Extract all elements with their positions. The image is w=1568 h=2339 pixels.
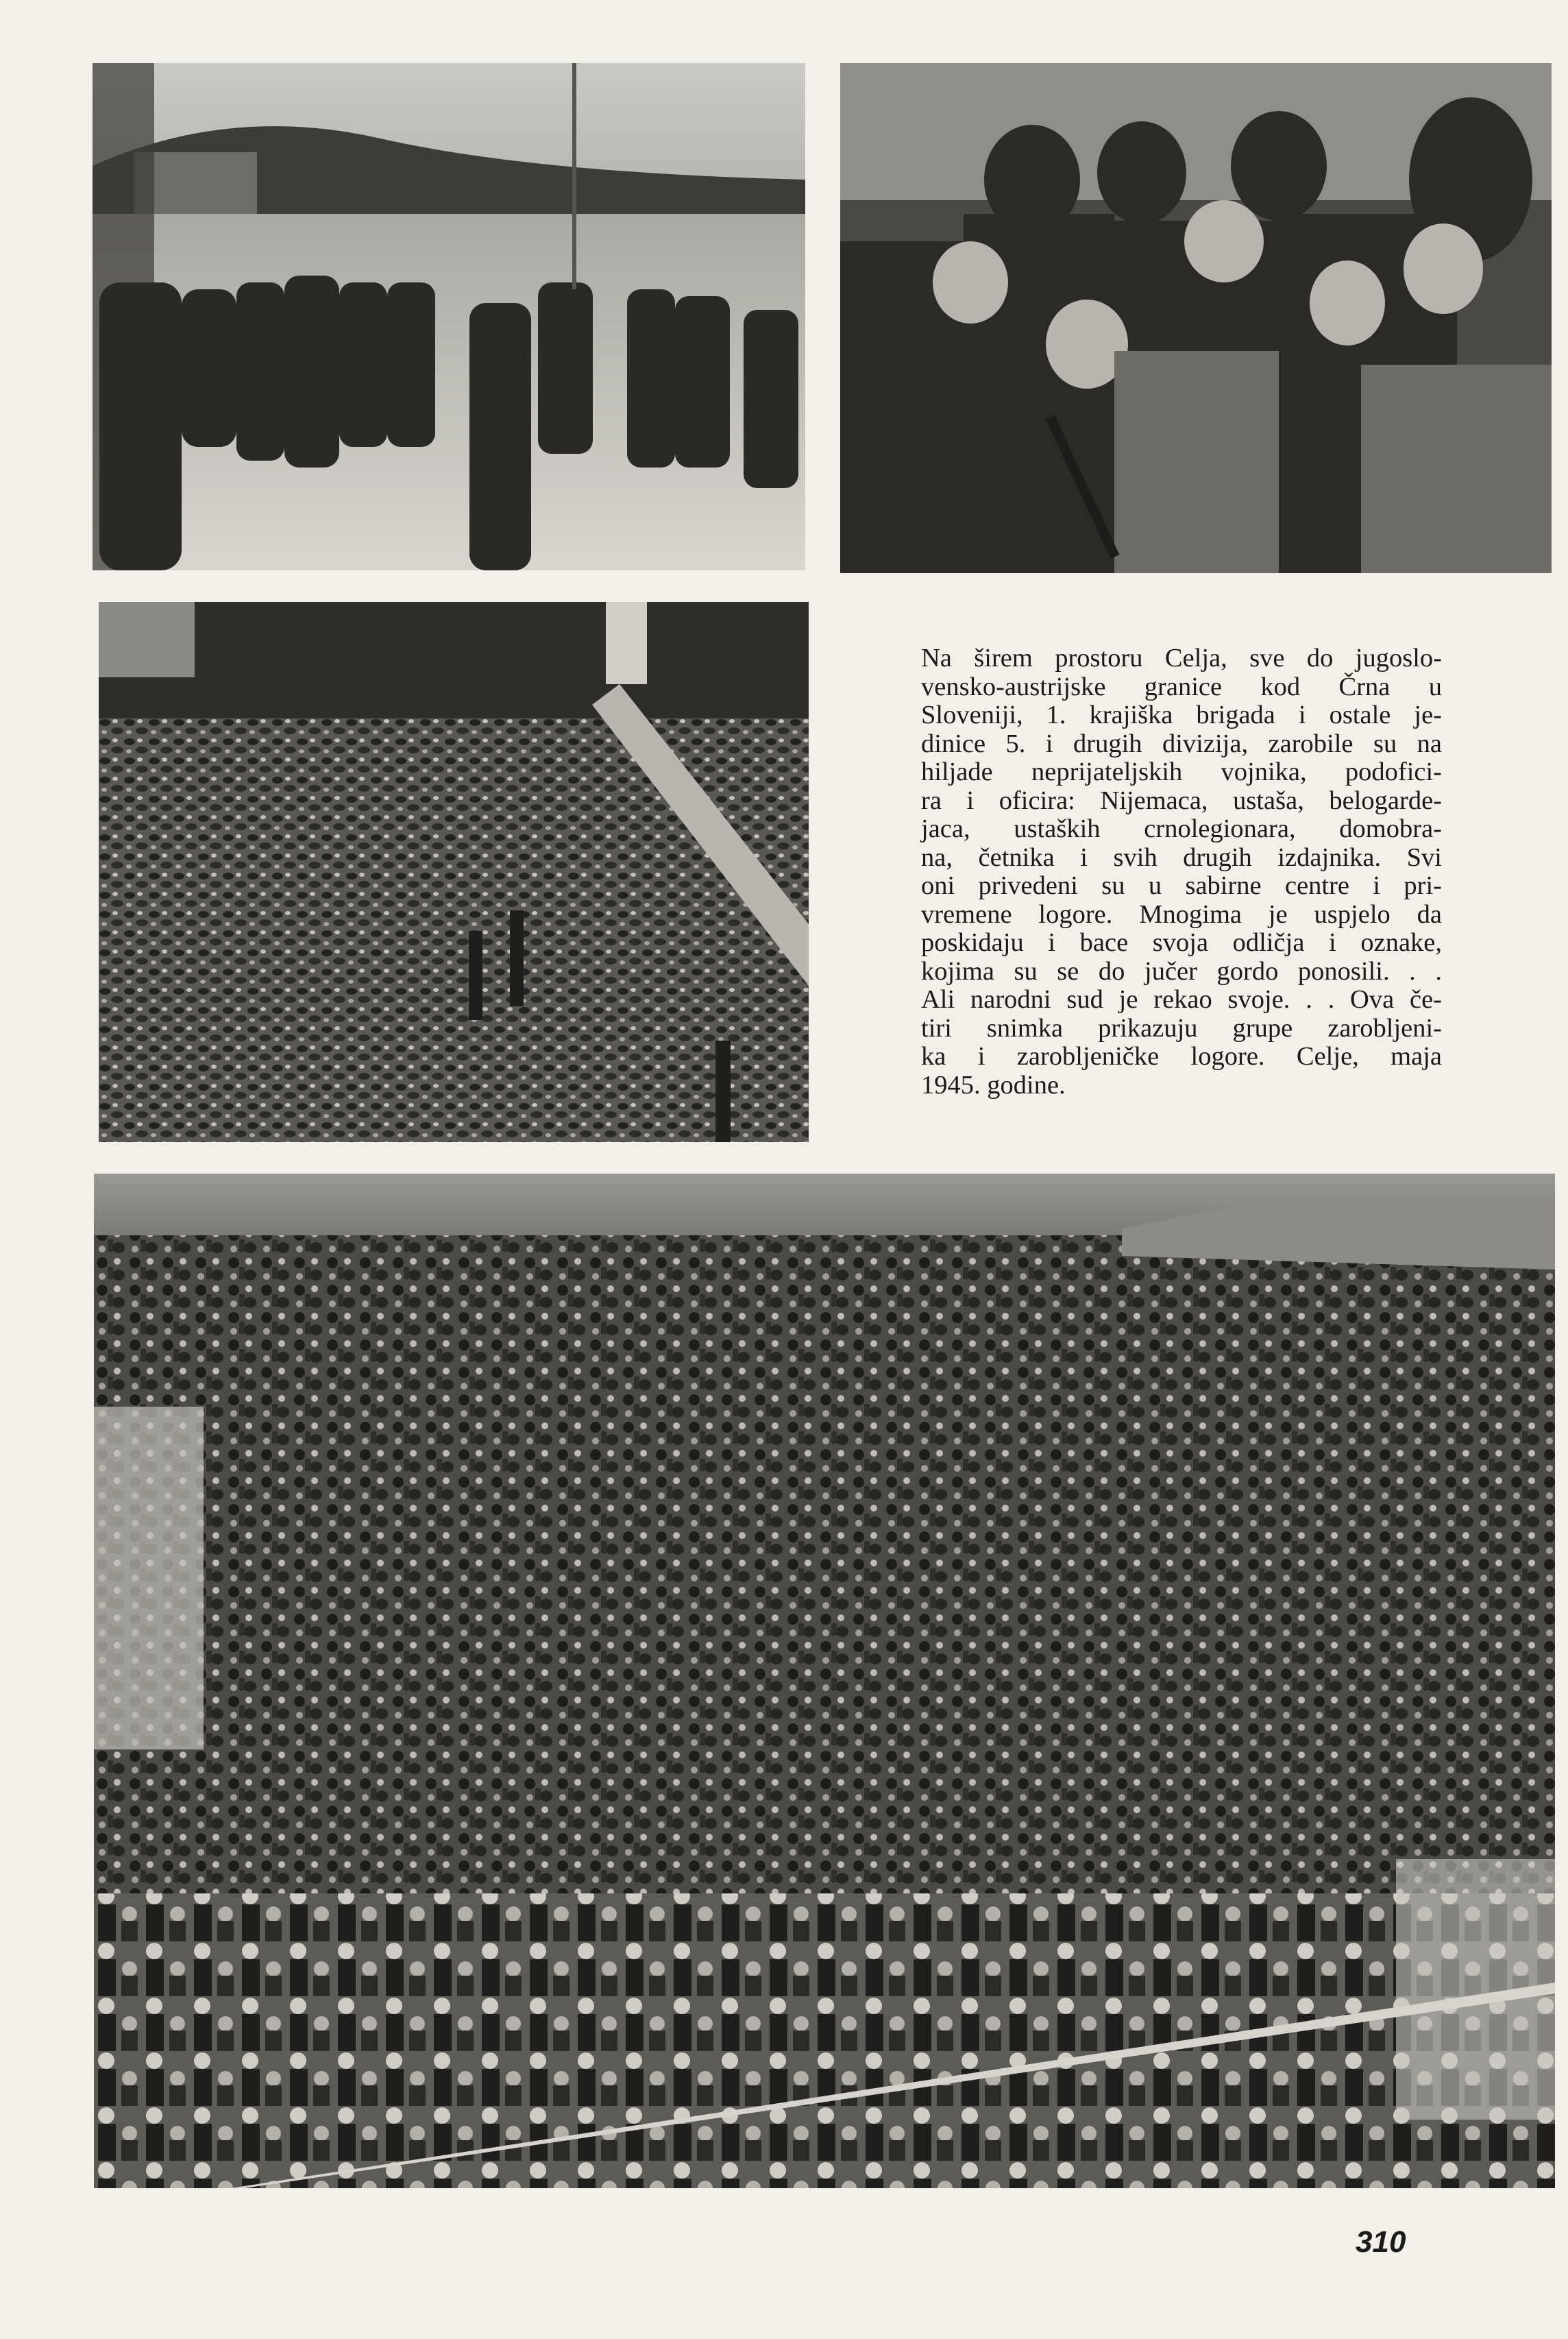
- photo-caption: [921, 644, 1442, 1100]
- caption-line: poskidaju i bace svoja odličja i oznake,: [921, 928, 1442, 957]
- caption-line: jaca, ustaških crnolegionara, domobra-: [921, 814, 1442, 843]
- photo-captured-officers-closeup: [840, 63, 1552, 573]
- photo-large-crowd-of-prisoners-image: [94, 1174, 1555, 2188]
- caption-line: Ali narodni sud je rekao svoje. . . Ova če-: [921, 985, 1442, 1014]
- caption-line: dinice 5. i drugih divizija, zarobile su na: [921, 729, 1442, 758]
- photo-captured-officers-closeup-image: [840, 63, 1552, 573]
- caption-line: ka i zarobljeničke logore. Celje, maja: [921, 1042, 1442, 1071]
- photo-prisoners-in-field: [93, 63, 805, 570]
- caption-line: kojima su se do jučer gordo ponosili. . .: [921, 956, 1442, 986]
- photo-prison-camp-aerial-image: [99, 602, 809, 1142]
- caption-line: ra i oficira: Nijemaca, ustaša, belogarde-: [921, 786, 1442, 815]
- caption-line: tiri snimka prikazuju grupe zarobljeni-: [921, 1013, 1442, 1043]
- caption-line: na, četnika i svih drugih izdajnika. Svi: [921, 843, 1442, 872]
- caption-line: 1945. godine.: [921, 1070, 1066, 1100]
- photo-prisoners-in-field-image: [93, 63, 805, 570]
- caption-line: vensko-austrijske granice kod Črna u: [921, 672, 1442, 701]
- photo-prison-camp-aerial: [99, 602, 809, 1142]
- caption-line: oni privedeni su u sabirne centre i pri-: [921, 871, 1442, 900]
- caption-line: Sloveniji, 1. krajiška brigada i ostale je-: [921, 701, 1442, 729]
- page-number: 310: [1356, 2225, 1406, 2259]
- photo-large-crowd-of-prisoners: [94, 1174, 1555, 2188]
- caption-line: Na širem prostoru Celja, sve do jugoslo-: [921, 644, 1442, 672]
- caption-line: hiljade neprijateljskih vojnika, podofici-: [921, 758, 1442, 786]
- caption-line: vremene logore. Mnogima je uspjelo da: [921, 899, 1442, 929]
